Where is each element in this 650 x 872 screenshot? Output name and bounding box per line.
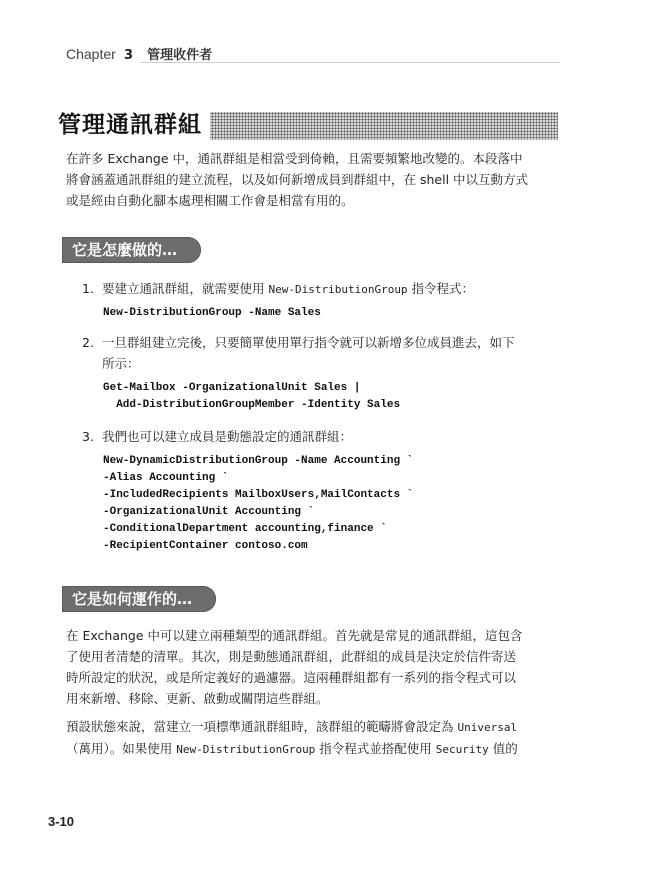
chapter-number: 3 [123, 48, 133, 63]
inline-code: Security [435, 743, 489, 756]
works-line [66, 716, 560, 738]
works-line: 時所設定的狀況，或是所定義好的過濾器。這兩種群組都有一系列的指令程式可以 [66, 670, 517, 685]
inline-code: New-DistributionGroup [268, 283, 408, 296]
how-to-heading: 它是怎麼做的… [62, 237, 201, 263]
code-line: Add-DistributionGroupMember -Identity Sales [103, 399, 401, 411]
step-text-part: 要建立通訊群組，就需要使用 [102, 281, 269, 296]
chapter-title: 管理收件者 [147, 48, 213, 63]
step-text-part: 指令程式： [407, 281, 475, 296]
step-text-line: 一旦群組建立完後，只要簡單使用單行指令就可以新增多位成員進去，如下 [102, 335, 515, 350]
code-line: -ConditionalDepartment accounting,finance ` [103, 523, 387, 535]
section-title: 管理通訊群組 [58, 108, 210, 142]
step-text [102, 278, 560, 300]
text-part: （萬用）。如果使用 [66, 741, 177, 756]
text-part: 值的 [488, 741, 518, 756]
intro-line: 將會涵蓋通訊群組的建立流程，以及如何新增成員到群組中，在 shell 中以互動方式 [66, 172, 529, 187]
works-paragraph-1 [66, 625, 560, 709]
intro-paragraph [66, 148, 560, 211]
code-line: -IncludedRecipients MailboxUsers,MailContacts ` [103, 489, 414, 501]
page-number: 3-10 [48, 814, 75, 829]
step-number: 2. [82, 335, 94, 350]
step-text [102, 332, 560, 374]
works-line: 了使用者清楚的清單。其次，則是動態通訊群組，此群組的成員是決定於信件寄送 [66, 649, 517, 664]
works-paragraph-2 [66, 716, 560, 760]
section-title-pattern [208, 112, 558, 140]
running-header [66, 44, 558, 63]
inline-code: New-DistributionGroup [176, 743, 316, 756]
step-number: 3. [82, 429, 94, 444]
chapter-word: Chapter [66, 46, 116, 62]
code-line: Get-Mailbox -OrganizationalUnit Sales | [103, 382, 361, 394]
text-part: 預設狀態來說，當建立一項標準通訊群組時，該群組的範疇將會設定為 [66, 719, 458, 734]
step-number: 1. [82, 281, 94, 296]
header-rule [140, 62, 560, 63]
code-line: New-DistributionGroup -Name Sales [103, 307, 321, 319]
works-line [66, 738, 560, 760]
code-block-1 [103, 305, 563, 322]
code-line: -Alias Accounting ` [103, 472, 229, 484]
code-line: New-DynamicDistributionGroup -Name Accounting ` [103, 455, 414, 467]
works-line: 在 Exchange 中可以建立兩種類型的通訊群組。首先就是常見的通訊群組，這包含 [66, 628, 523, 643]
intro-line: 或是經由自動化腳本處理相關工作會是相當有用的。 [66, 193, 354, 208]
code-line: -OrganizationalUnit Accounting ` [103, 506, 315, 518]
step-text [102, 426, 560, 447]
works-line: 用來新增、移除、更新、啟動或關閉這些群組。 [66, 691, 329, 706]
text-part: 指令程式並搭配使用 [315, 741, 436, 756]
intro-line: 在許多 Exchange 中，通訊群組是相當受到倚賴，且需要頻繁地改變的。本段落中 [66, 151, 523, 166]
how-it-works-heading: 它是如何運作的… [62, 586, 216, 612]
step-text-line: 所示： [102, 356, 140, 371]
step-text-line: 我們也可以建立成員是動態設定的通訊群組： [102, 429, 353, 444]
section-heading [58, 108, 558, 142]
code-block-2 [103, 380, 563, 414]
inline-code: Universal [457, 721, 518, 734]
code-line: -RecipientContainer contoso.com [103, 540, 308, 552]
code-block-3 [103, 453, 563, 555]
